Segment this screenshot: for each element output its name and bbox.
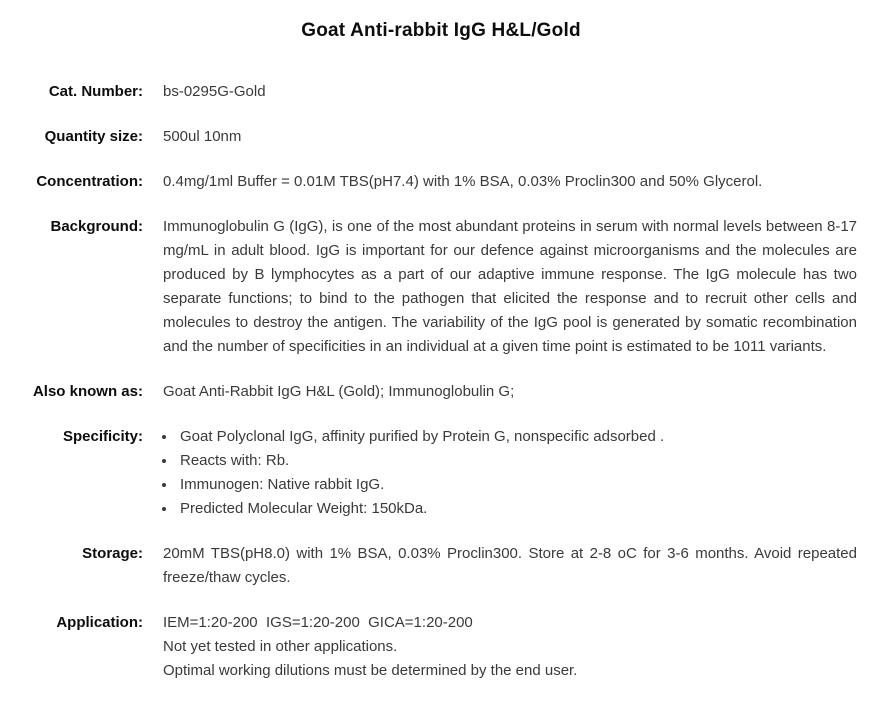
background-label: Background:	[50, 218, 143, 235]
quantity-size-value: 500ul 10nm	[163, 128, 242, 145]
application-label: Application:	[56, 614, 143, 631]
field-row-storage	[0, 542, 857, 590]
cat-number-label: Cat. Number:	[48, 83, 143, 100]
specificity-bullet-list	[163, 425, 857, 521]
specificity-value	[163, 425, 857, 521]
field-row-application	[0, 611, 857, 683]
specificity-bullet-item: • Predicted Molecular Weight: 150kDa.	[177, 497, 857, 521]
also-known-as-label: Also known as:	[32, 383, 143, 400]
application-disclaimer-line: Optimal working dilutions must be determined by the end user.	[163, 662, 578, 679]
field-row-cat-number	[0, 80, 857, 104]
field-row-quantity-size	[0, 125, 857, 149]
concentration-value: 0.4mg/1ml Buffer = 0.01M TBS(pH7.4) with 1% BSA, 0.03% Proclin300 and 50% Glycerol.	[163, 173, 763, 190]
storage-label: Storage:	[82, 545, 143, 562]
storage-value: 20mM TBS(pH8.0) with 1% BSA, 0.03% Proclin300. Store at 2-8 oC for 3-6 months. Avoid repeated freeze/thaw cycles.	[163, 545, 857, 586]
specificity-bullet-item: • Reacts with: Rb.	[177, 449, 857, 473]
field-row-background	[0, 215, 857, 359]
also-known-as-value: Goat Anti-Rabbit IgG H&L (Gold); Immunoglobulin G;	[163, 383, 515, 400]
application-note-line: Not yet tested in other applications.	[163, 638, 398, 655]
specificity-label: Specificity:	[62, 428, 143, 445]
field-row-specificity	[0, 425, 857, 521]
specificity-bullet-item: • Immunogen: Native rabbit IgG.	[177, 473, 857, 497]
field-row-also-known-as	[0, 380, 857, 404]
field-row-concentration	[0, 170, 857, 194]
quantity-size-label: Quantity size:	[44, 128, 143, 145]
concentration-label: Concentration:	[36, 173, 143, 190]
page-title: Goat Anti-rabbit IgG H&L/Gold	[301, 20, 581, 41]
application-value	[163, 611, 857, 683]
cat-number-value: bs-0295G-Gold	[163, 83, 266, 100]
specificity-bullet-item: • Goat Polyclonal IgG, affinity purified by Protein G, nonspecific adsorbed .	[177, 425, 857, 449]
background-value: Immunoglobulin G (IgG), is one of the most abundant proteins in serum with normal levels between 8-17 mg/mL in adult blood. IgG is important for our defence against microorganisms and the molecules are produced by B lymphocytes as a part of our adaptive immune response. The IgG molecule has two separate functions; to bind to the pathogen that elicited the response and to recruit other cells and molecules to destroy the antigen. The variability of the IgG pool is generated by somatic recombination and the number of specificities in an individual at a given time point is estimated to be 1011 variants.	[163, 218, 857, 355]
application-dilutions-line: IEM=1:20-200 IGS=1:20-200 GICA=1:20-200	[163, 614, 473, 631]
